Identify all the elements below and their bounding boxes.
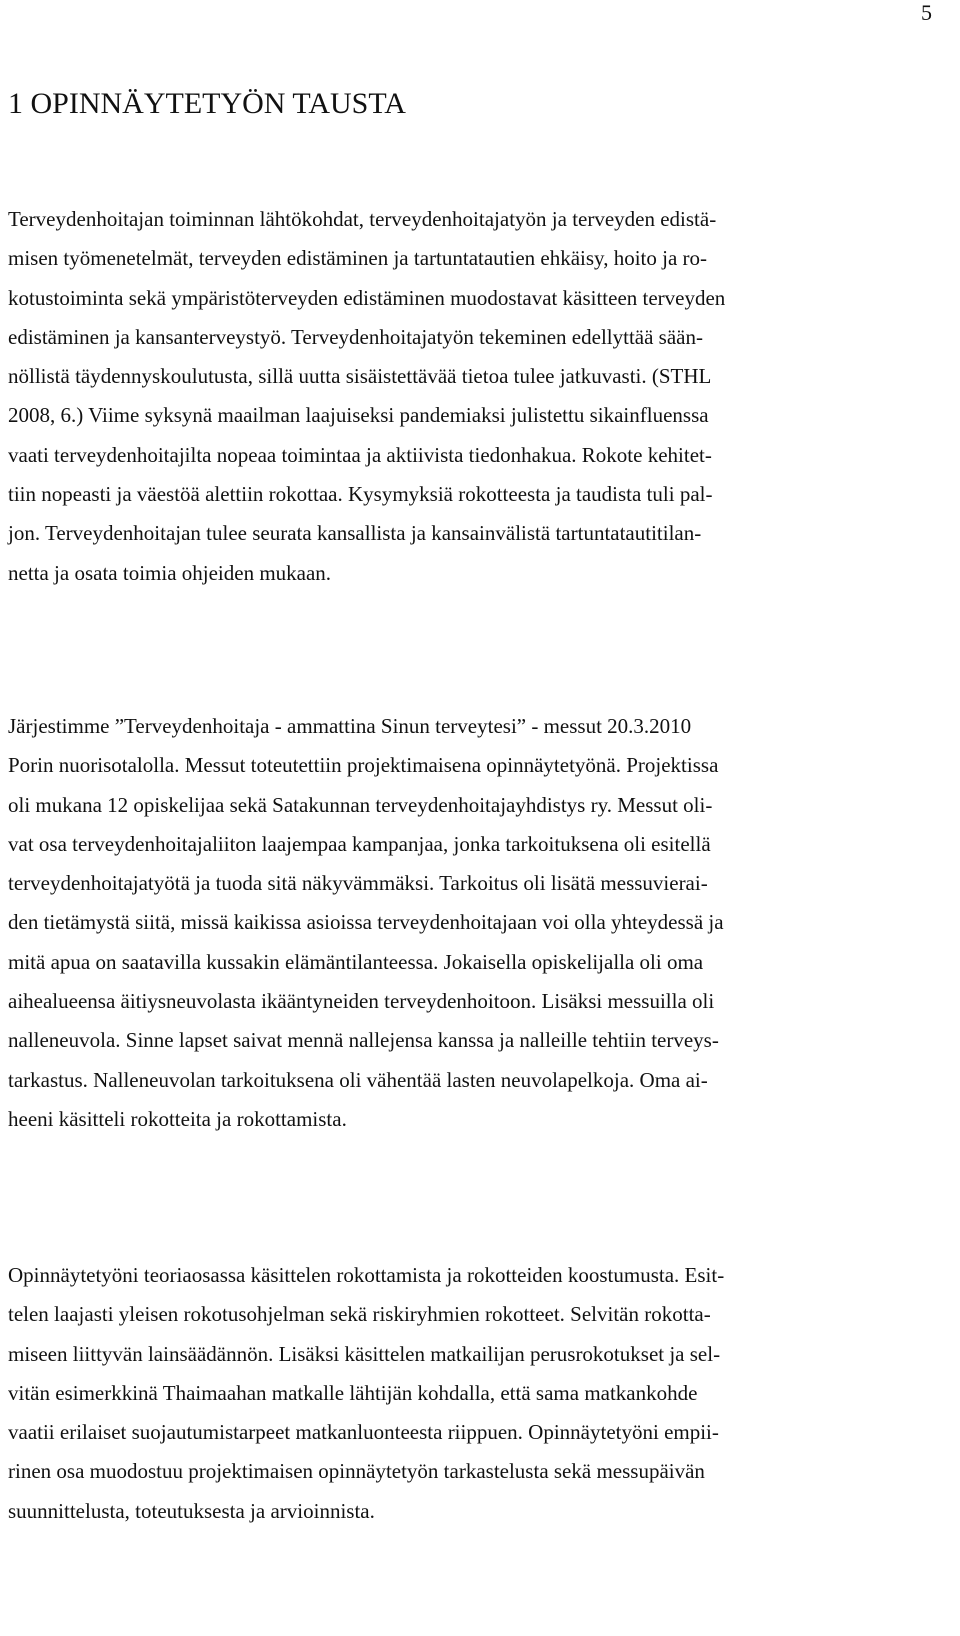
text-line: jon. Terveydenhoitajan tulee seurata kansallista ja kansainvälistä tartuntatautitilan-: [8, 521, 702, 546]
text-line: suunnittelusta, toteutuksesta ja arvioinnista.: [8, 1498, 375, 1523]
text-line: Opinnäytetyöni teoriaosassa käsittelen rokottamista ja rokotteiden koostumusta. Esit-: [8, 1263, 725, 1287]
text-line: aihealueensa äitiysneuvolasta ikääntyneiden terveydenhoitoon. Lisäksi messuilla oli: [8, 989, 715, 1014]
text-line: netta ja osata toimia ohjeiden mukaan.: [8, 560, 332, 585]
text-line: telen laajasti yleisen rokotusohjelman sekä riskiryhmien rokotteet. Selvitän rokotta-: [8, 1302, 711, 1327]
text-line: heeni käsitteli rokotteita ja rokottamista.: [8, 1106, 347, 1131]
paragraph-thesis-outline: [8, 1256, 918, 1531]
text-line: terveydenhoitajatyötä ja tuoda sitä näkyvämmäksi. Tarkoitus oli lisätä messuvierai-: [8, 871, 708, 896]
text-line: Terveydenhoitajan toiminnan lähtökohdat, terveydenhoitajatyön ja terveyden edistä-: [8, 207, 717, 231]
text-line: mitä apua on saatavilla kussakin elämäntilanteessa. Jokaisella opiskelijalla oli oma: [8, 949, 704, 974]
text-line: 2008, 6.) Viime syksynä maailman laajuiseksi pandemiaksi julistettu sikainfluenssa: [8, 403, 709, 428]
page-number: 5: [921, 0, 932, 25]
text-line: Järjestimme ”Terveydenhoitaja - ammattina Sinun terveytesi” - messut 20.3.2010: [8, 714, 692, 738]
text-line: nöllistä täydennyskoulutusta, sillä uutta sisäistettävää tietoa tulee jatkuvasti. (STHL: [8, 364, 712, 389]
text-line: vat osa terveydenhoitajaliiton laajempaa kampanjaa, jonka tarkoituksena oli esitellä: [8, 831, 711, 856]
text-line: rinen osa muodostuu projektimaisen opinnäytetyön tarkastelusta sekä messupäivän: [8, 1459, 705, 1484]
text-line: vaatii erilaiset suojautumistarpeet matkanluonteesta riippuen. Opinnäytetyöni empii-: [8, 1420, 719, 1445]
text-line: Porin nuorisotalolla. Messut toteutettiin projektimaisena opinnäytetyönä. Projektissa: [8, 753, 719, 778]
text-line: nalleneuvola. Sinne lapset saivat mennä nallejensa kanssa ja nalleille tehtiin terveys-: [8, 1028, 719, 1053]
text-line: oli mukana 12 opiskelijaa sekä Satakunnan terveydenhoitajayhdistys ry. Messut oli-: [8, 792, 713, 817]
text-line: kotustoiminta sekä ympäristöterveyden edistäminen muodostavat käsitteen terveyden: [8, 285, 726, 310]
page-title: 1 OPINNÄYTETYÖN TAUSTA: [8, 87, 406, 120]
paragraph-background: [8, 200, 918, 593]
text-line: tiin nopeasti ja väestöä alettiin rokottaa. Kysymyksiä rokotteesta ja taudista tuli pal-: [8, 482, 713, 507]
text-line: vitän esimerkkinä Thaimaahan matkalle lähtijän kohdalla, että sama matkankohde: [8, 1380, 698, 1405]
text-line: miseen liittyvän lainsäädännön. Lisäksi käsittelen matkailijan perusrokotukset ja sel-: [8, 1341, 721, 1366]
text-line: tarkastus. Nalleneuvolan tarkoituksena oli vähentää lasten neuvolapelkoja. Oma ai-: [8, 1067, 708, 1092]
text-line: vaati terveydenhoitajilta nopeaa toimintaa ja aktiivista tiedonhakua. Rokote kehitet-: [8, 442, 712, 467]
paragraph-fair-description: [8, 707, 918, 1139]
text-line: den tietämystä siitä, missä kaikissa asioissa terveydenhoitajaan voi olla yhteydessä ja: [8, 910, 724, 935]
text-line: edistäminen ja kansanterveystyö. Terveydenhoitajatyön tekeminen edellyttää sään-: [8, 324, 703, 349]
text-line: misen työmenetelmät, terveyden edistäminen ja tartuntatautien ehkäisy, hoito ja ro-: [8, 246, 707, 271]
